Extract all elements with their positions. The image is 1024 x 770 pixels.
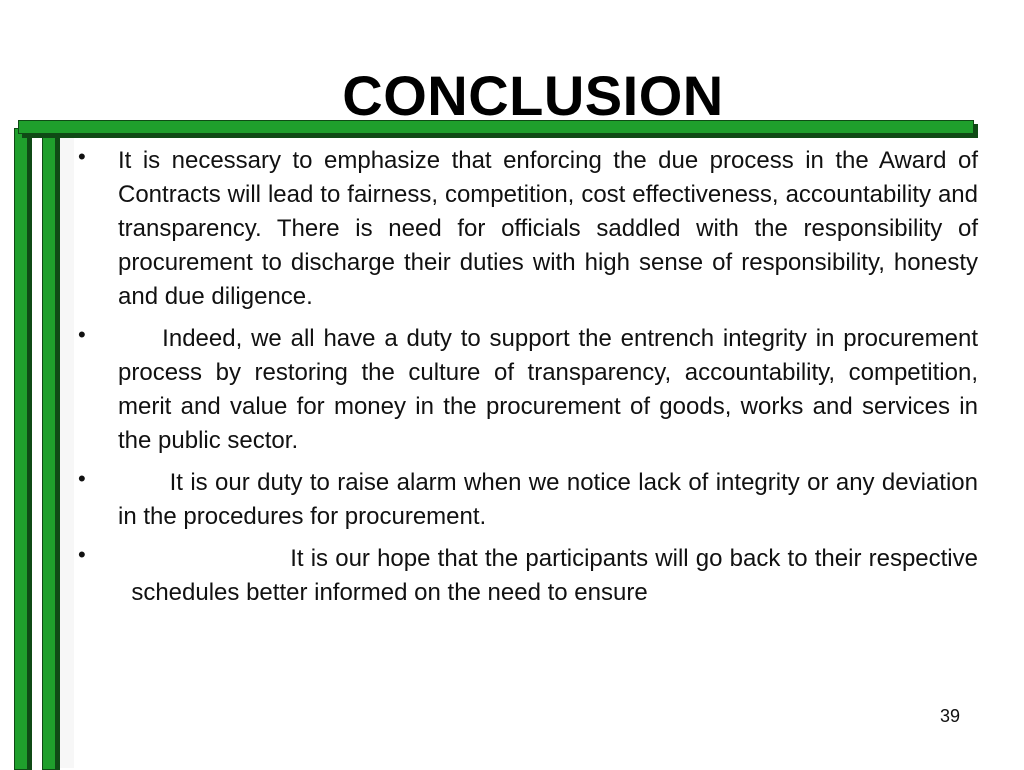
bullet-icon: • (78, 322, 86, 347)
bullet-text: It is our hope that the participants will go back to their respective schedules better informed on the need to ensure (118, 545, 978, 606)
vertical-accent-bar-left (14, 128, 28, 770)
bullet-item (78, 466, 978, 534)
bullet-text: It is necessary to emphasize that enforcing the due process in the Award of Contracts will lead to fairness, competition, cost effectiveness, accountability and transparency. There is need for officials saddled with the responsibility of procurement to discharge their duties with high sense of responsibility, honesty and due diligence. (118, 147, 978, 310)
bullet-text: Indeed, we all have a duty to support the entrench integrity in procurement process by restoring the culture of transparency, accountability, competition, merit and value for money in the procurement of goods, works and services in the public sector. (118, 325, 978, 454)
vertical-accent-bar-right (42, 128, 56, 770)
bullet-list (78, 144, 978, 618)
bullet-icon: • (78, 144, 86, 169)
bullet-icon: • (78, 466, 86, 491)
slide-title: CONCLUSION (342, 64, 724, 127)
bullet-text: It is our duty to raise alarm when we notice lack of integrity or any deviation in the procedures for procurement. (118, 469, 978, 530)
bullet-item (78, 144, 978, 314)
page-number: 39 (940, 706, 961, 726)
bullet-item (78, 322, 978, 458)
bullet-icon: • (78, 542, 86, 567)
side-panel (56, 132, 74, 768)
bullet-item (78, 542, 978, 610)
